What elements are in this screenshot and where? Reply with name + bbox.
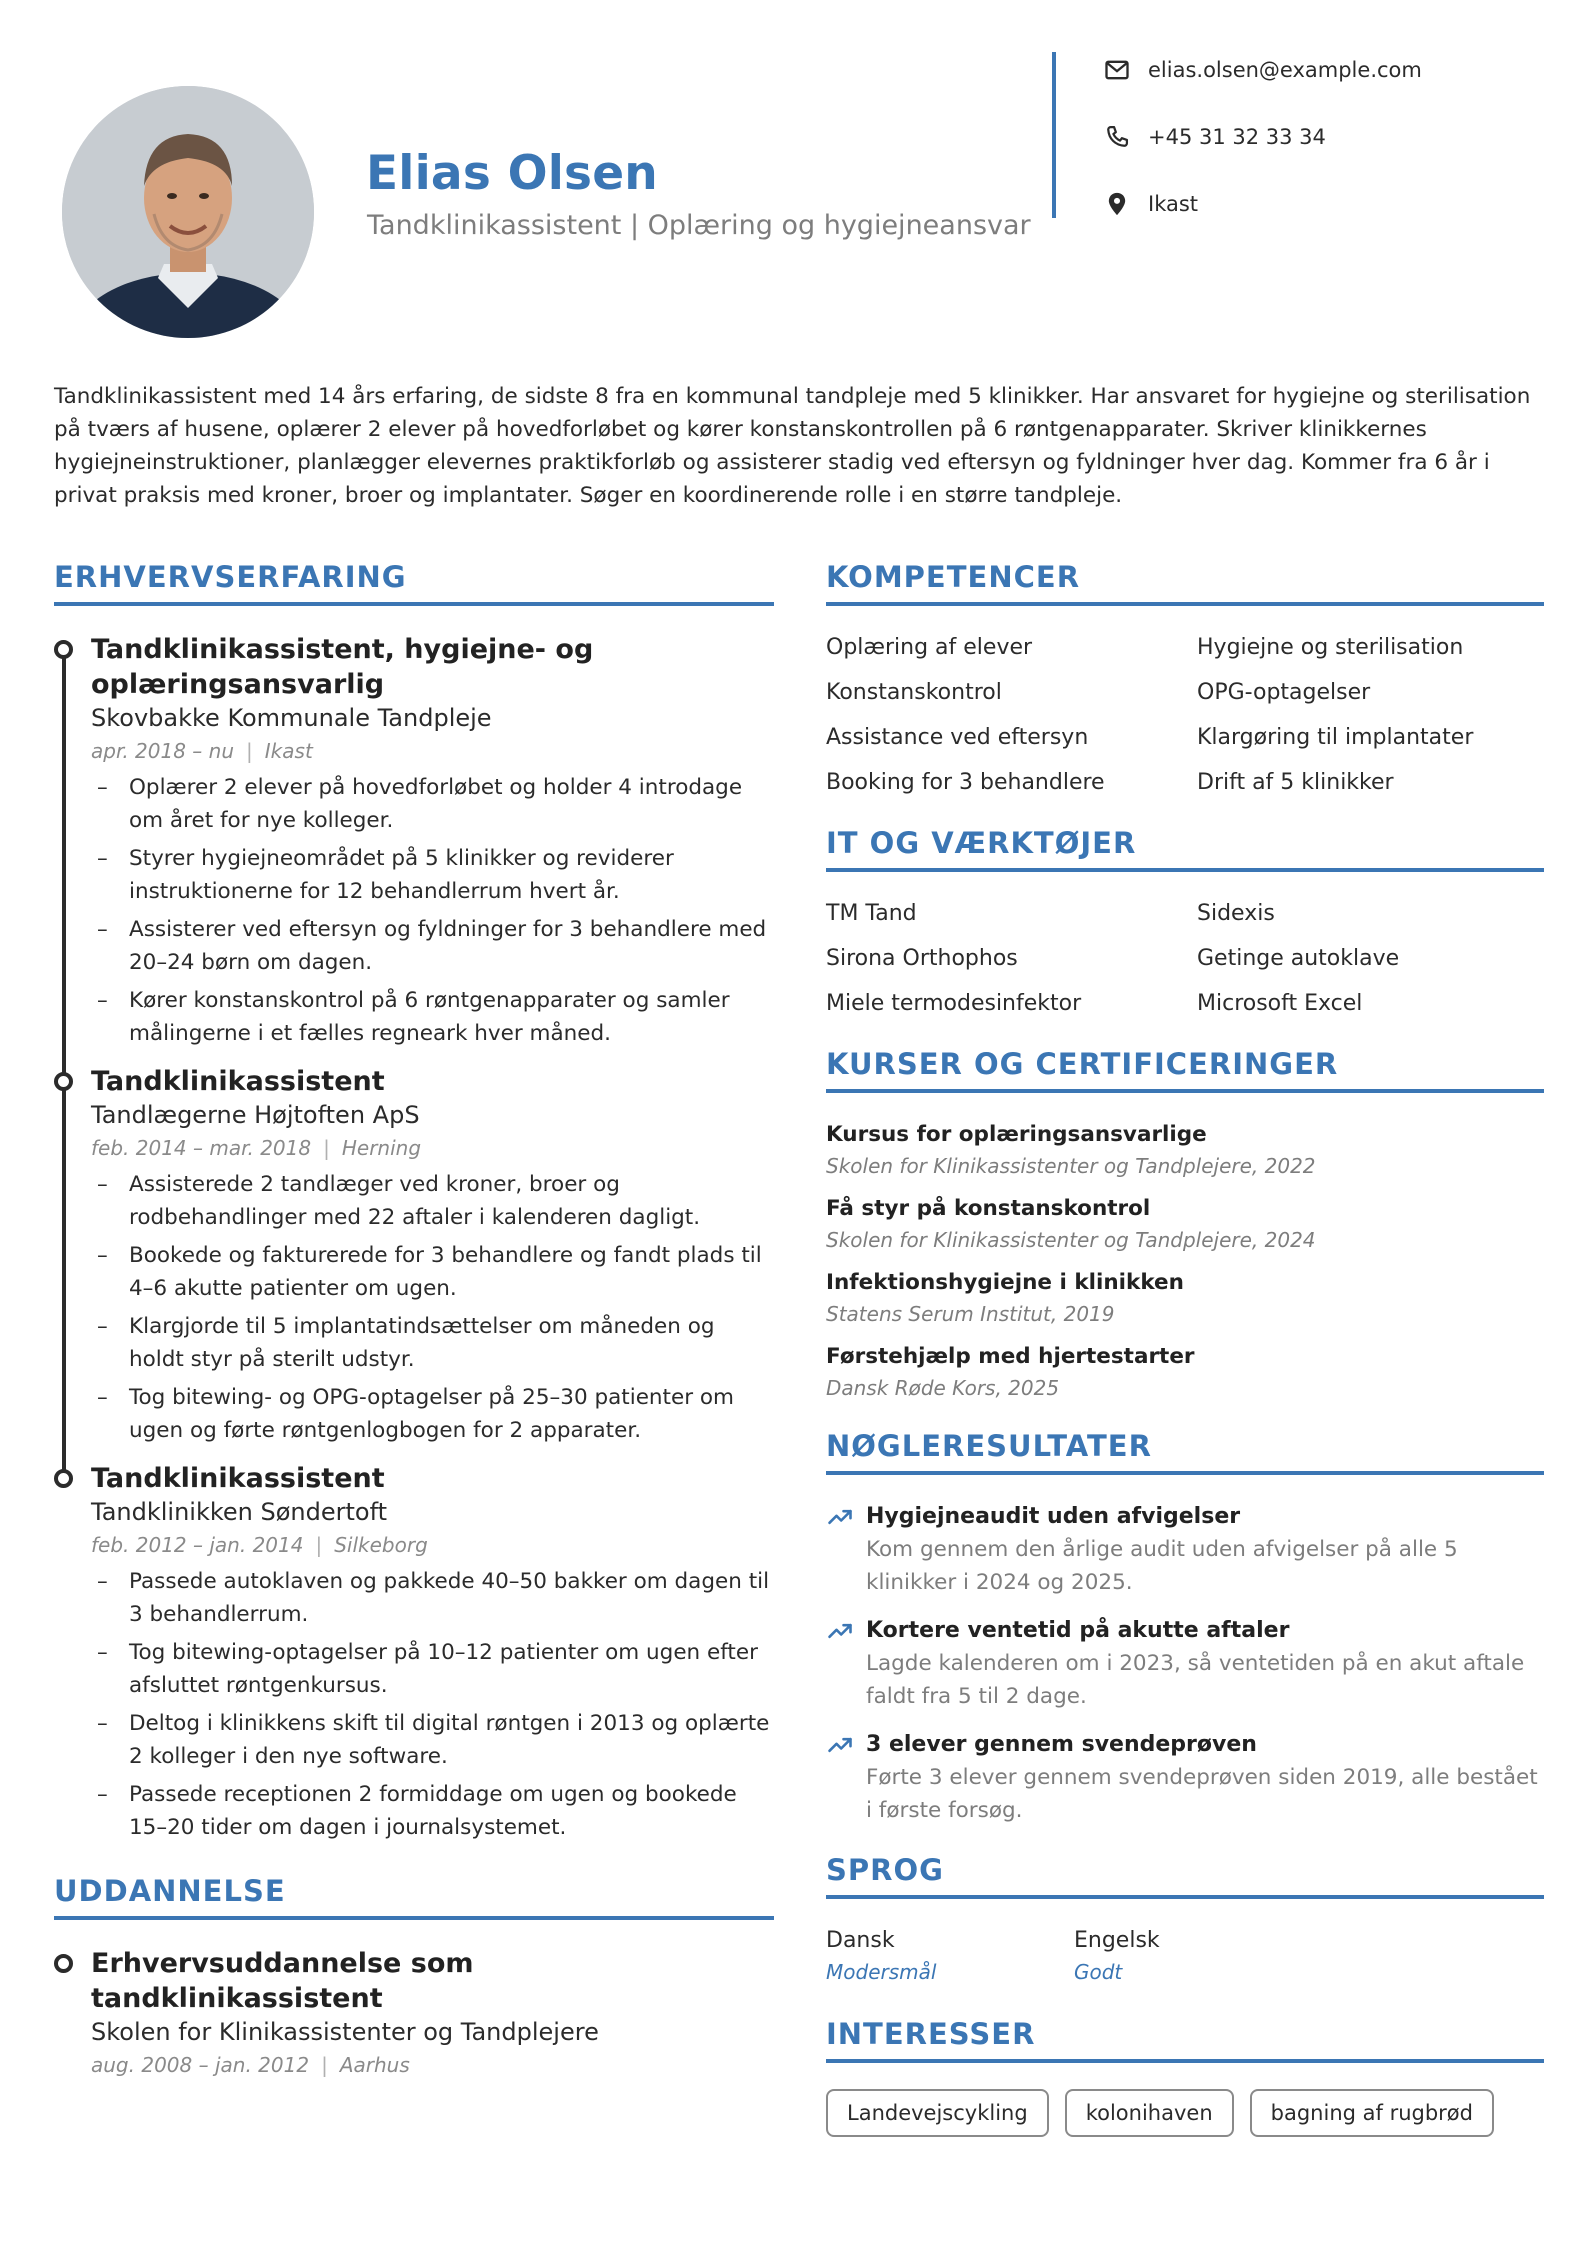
job-bullet: – Passede autoklaven og pakkede 40–50 bakker om dagen til 3 behandlerrum. bbox=[91, 1565, 774, 1631]
education-title: Erhvervsuddannelse som tandklinikassistent bbox=[91, 1948, 474, 2014]
interest-tag: bagning af rugbrød bbox=[1250, 2089, 1494, 2137]
skill-item: OPG-optagelser bbox=[1197, 680, 1371, 705]
result-item bbox=[826, 1729, 1544, 1827]
job-bullets bbox=[91, 771, 774, 1050]
job-bullet: – Tog bitewing- og OPG-optagelser på 25–30 patienter om ugen og førte røntgenlogbogen for 2 apparater. bbox=[91, 1381, 774, 1447]
job-bullet: – Bookede og fakturerede for 3 behandlere og fandt plads til 4–6 akutte patienter om ugen. bbox=[91, 1239, 774, 1305]
course-name: Få styr på konstanskontrol bbox=[826, 1196, 1151, 1221]
timeline-dot bbox=[54, 1469, 73, 1488]
result-title: Hygiejneaudit uden afvigelser bbox=[866, 1504, 1241, 1529]
section-title-courses: KURSER OG CERTIFICERINGER bbox=[826, 1047, 1544, 1093]
tool-item: Getinge autoklave bbox=[1197, 946, 1400, 971]
skill-item: Konstanskontrol bbox=[826, 680, 1002, 705]
languages-list bbox=[826, 1925, 1544, 1987]
language-name: Dansk bbox=[826, 1928, 895, 1953]
language-level: Godt bbox=[1074, 1960, 1123, 1984]
job-meta bbox=[91, 1132, 774, 1164]
results-list bbox=[826, 1501, 1544, 1827]
job-location: Silkeborg bbox=[334, 1533, 428, 1557]
result-description: Førte 3 elever gennem svendeprøven siden 2019, alle bestået i første forsøg. bbox=[866, 1765, 1538, 1823]
contact-divider bbox=[1052, 52, 1056, 218]
person-portrait-image bbox=[62, 86, 314, 338]
job-period: feb. 2012 – jan. 2014 bbox=[91, 1533, 304, 1557]
left-column bbox=[54, 560, 774, 2095]
map-pin-icon bbox=[1102, 189, 1132, 219]
skills-list bbox=[826, 632, 1544, 798]
meta-separator: | bbox=[246, 739, 253, 763]
job-bullet: – Passede receptionen 2 formiddage om ugen og bookede 15–20 tider om dagen i journalsystemet. bbox=[91, 1778, 774, 1844]
course-name: Infektionshygiejne i klinikken bbox=[826, 1270, 1184, 1295]
timeline-dot bbox=[54, 1954, 73, 1973]
course-provider: Skolen for Klinikassistenter og Tandplejere, 2022 bbox=[826, 1154, 1316, 1178]
course-item bbox=[826, 1119, 1544, 1181]
section-title-interests: INTERESSER bbox=[826, 2017, 1544, 2063]
contact-email[interactable] bbox=[1102, 53, 1422, 87]
job-bullets bbox=[91, 1168, 774, 1447]
job-meta bbox=[91, 1529, 774, 1561]
job-bullet: – Deltog i klinikkens skift til digital røntgen i 2013 og oplærte 2 kolleger i den nye software. bbox=[91, 1707, 774, 1773]
contact-location bbox=[1102, 187, 1198, 221]
interest-tag: kolonihaven bbox=[1065, 2089, 1234, 2137]
job-bullet: – Assisterede 2 tandlæger ved kroner, broer og rodbehandlinger med 22 aftaler i kalenderen dagligt. bbox=[91, 1168, 774, 1234]
meta-separator: | bbox=[323, 1136, 330, 1160]
course-item bbox=[826, 1267, 1544, 1329]
course-name: Førstehjælp med hjertestarter bbox=[826, 1344, 1195, 1369]
job-period: apr. 2018 – nu bbox=[91, 739, 235, 763]
tools-list bbox=[826, 898, 1544, 1019]
job-bullet: – Assisterer ved eftersyn og fyldninger for 3 behandlere med 20–24 børn om dagen. bbox=[91, 913, 774, 979]
mail-icon bbox=[1102, 55, 1132, 85]
skill-item: Hygiejne og sterilisation bbox=[1197, 635, 1464, 660]
trending-up-icon bbox=[826, 1503, 854, 1531]
section-title-experience: ERHVERVSERFARING bbox=[54, 560, 774, 606]
tool-item: Microsoft Excel bbox=[1197, 991, 1363, 1016]
experience-item bbox=[54, 1064, 774, 1447]
job-location: Ikast bbox=[264, 739, 313, 763]
job-bullet: – Tog bitewing-optagelser på 10–12 patienter om ugen efter afsluttet røntgenkursus. bbox=[91, 1636, 774, 1702]
courses-list bbox=[826, 1119, 1544, 1403]
job-bullet: – Oplærer 2 elever på hovedforløbet og holder 4 introdage om året for nye kolleger. bbox=[91, 771, 774, 837]
language-level: Modersmål bbox=[826, 1960, 937, 1984]
job-title: Tandklinikassistent bbox=[91, 1066, 385, 1097]
section-title-skills: KOMPETENCER bbox=[826, 560, 1544, 606]
job-bullet: – Styrer hygiejneområdet på 5 klinikker og reviderer instruktionerne for 12 behandlerrum hvert år. bbox=[91, 842, 774, 908]
result-description: Lagde kalenderen om i 2023, så ventetiden på en akut aftale faldt fra 5 til 2 dage. bbox=[866, 1651, 1525, 1709]
timeline-dot bbox=[54, 1072, 73, 1091]
contact-phone[interactable] bbox=[1102, 120, 1326, 154]
language-item bbox=[826, 1925, 1074, 1987]
course-item bbox=[826, 1193, 1544, 1255]
tool-item: Sirona Orthophos bbox=[826, 946, 1018, 971]
experience-item bbox=[54, 1461, 774, 1844]
education-item bbox=[54, 1946, 774, 2081]
course-provider: Dansk Røde Kors, 2025 bbox=[826, 1376, 1060, 1400]
language-item bbox=[1074, 1925, 1322, 1987]
profile-photo bbox=[62, 86, 314, 338]
skill-item: Oplæring af elever bbox=[826, 635, 1033, 660]
result-title: Kortere ventetid på akutte aftaler bbox=[866, 1618, 1290, 1643]
job-location: Herning bbox=[341, 1136, 422, 1160]
timeline-dot bbox=[54, 640, 73, 659]
candidate-headline: Tandklinikassistent | Oplæring og hygiejneansvar bbox=[367, 210, 1031, 241]
job-title: Tandklinikassistent bbox=[91, 1463, 385, 1494]
section-title-results: NØGLERESULTATER bbox=[826, 1429, 1544, 1475]
result-title: 3 elever gennem svendeprøven bbox=[866, 1732, 1257, 1757]
language-name: Engelsk bbox=[1074, 1928, 1160, 1953]
education-school: Skolen for Klinikassistenter og Tandplejere bbox=[91, 2018, 599, 2046]
job-period: feb. 2014 – mar. 2018 bbox=[91, 1136, 312, 1160]
section-title-education: UDDANNELSE bbox=[54, 1874, 774, 1920]
location-text: Ikast bbox=[1148, 192, 1199, 216]
skill-item: Drift af 5 klinikker bbox=[1197, 770, 1394, 795]
course-provider: Statens Serum Institut, 2019 bbox=[826, 1302, 1115, 1326]
trending-up-icon bbox=[826, 1731, 854, 1759]
result-item bbox=[826, 1501, 1544, 1599]
phone-icon bbox=[1102, 122, 1132, 152]
job-organization: Tandklinikken Søndertoft bbox=[91, 1498, 388, 1526]
tool-item: Sidexis bbox=[1197, 901, 1275, 926]
job-organization: Skovbakke Kommunale Tandpleje bbox=[91, 704, 492, 732]
trending-up-icon bbox=[826, 1617, 854, 1645]
tool-item: Miele termodesinfektor bbox=[826, 991, 1082, 1016]
section-title-languages: SPROG bbox=[826, 1853, 1544, 1899]
job-organization: Tandlægerne Højtoften ApS bbox=[91, 1101, 420, 1129]
course-name: Kursus for oplæringsansvarlige bbox=[826, 1122, 1207, 1147]
tool-item: TM Tand bbox=[826, 901, 917, 926]
result-item bbox=[826, 1615, 1544, 1713]
phone-text[interactable]: +45 31 32 33 34 bbox=[1148, 125, 1326, 149]
course-item bbox=[826, 1341, 1544, 1403]
skill-item: Klargøring til implantater bbox=[1197, 725, 1474, 750]
interests-list bbox=[826, 2089, 1544, 2137]
right-column bbox=[826, 560, 1544, 2137]
profile-summary: Tandklinikassistent med 14 års erfaring, de sidste 8 fra en kommunal tandpleje med 5 klinikker. Har ansvaret for hygiejne og sterilisation på tværs af husene, oplærer 2 elever på hovedforløbet og kører konstanskontrollen på 6 røntgenapparater. Skriver klinikkernes hygiejneinstruktioner, planlægger elevernes praktikforløb og assisterer stadig ved eftersyn og fyldninger hver dag. Kommer fra 6 år i privat praksis med kroner, broer og implantater. Søger en koordinerende rolle i en større tandpleje. bbox=[54, 384, 1531, 508]
course-provider: Skolen for Klinikassistenter og Tandplejere, 2024 bbox=[826, 1228, 1316, 1252]
education-period: aug. 2008 – jan. 2012 bbox=[91, 2053, 310, 2077]
interest-tag: Landevejscykling bbox=[826, 2089, 1049, 2137]
skill-item: Assistance ved eftersyn bbox=[826, 725, 1089, 750]
job-bullets bbox=[91, 1565, 774, 1844]
job-title: Tandklinikassistent, hygiejne- og oplæringsansvarlig bbox=[91, 634, 594, 700]
section-title-tools: IT OG VÆRKTØJER bbox=[826, 826, 1544, 872]
result-description: Kom gennem den årlige audit uden afvigelser på alle 5 klinikker i 2024 og 2025. bbox=[866, 1537, 1458, 1595]
job-bullet: – Klargjorde til 5 implantatindsættelser om måneden og holdt styr på sterilt udstyr. bbox=[91, 1310, 774, 1376]
job-bullet: – Kører konstanskontrol på 6 røntgenapparater og samler målingerne i et fælles regneark hver måned. bbox=[91, 984, 774, 1050]
meta-separator: | bbox=[315, 1533, 323, 1557]
education-location: Aarhus bbox=[339, 2053, 410, 2077]
skill-item: Booking for 3 behandlere bbox=[826, 770, 1105, 795]
experience-item bbox=[54, 632, 774, 1050]
email-text[interactable]: elias.olsen@example.com bbox=[1148, 58, 1422, 82]
candidate-name: Elias Olsen bbox=[366, 146, 658, 201]
meta-separator: | bbox=[321, 2053, 328, 2077]
job-meta bbox=[91, 735, 774, 767]
education-meta bbox=[91, 2049, 774, 2081]
experience-timeline bbox=[54, 632, 774, 1844]
